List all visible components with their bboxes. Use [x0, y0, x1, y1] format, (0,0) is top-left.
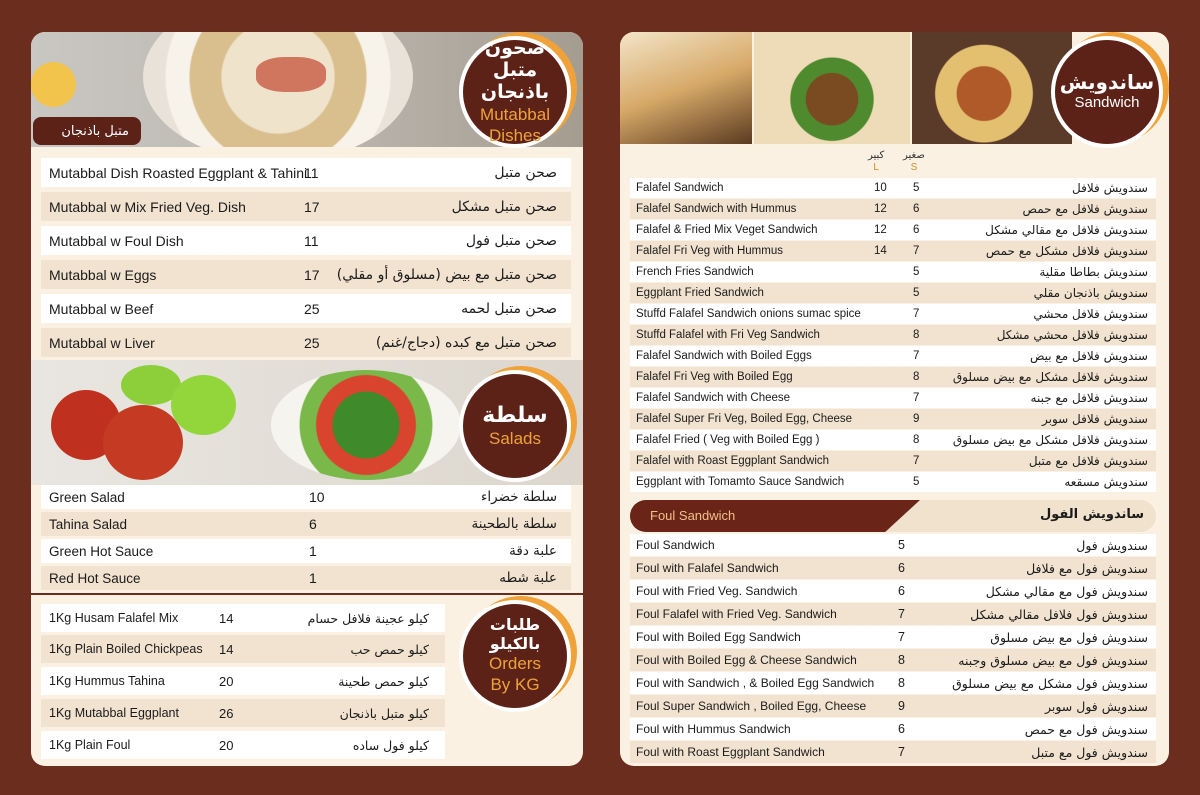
item-name-ar: علبة دقة [509, 543, 557, 559]
item-name-en: Stuffd Falafel Sandwich onions sumac spice [636, 308, 861, 320]
item-name-ar: سندويش فول مع بيض مسلوق وجبنه [958, 652, 1148, 668]
item-price: 6 [898, 584, 905, 598]
item-name-en: Falafel & Fried Mix Veget Sandwich [636, 224, 818, 236]
item-price: 1 [309, 543, 317, 559]
list-item [630, 672, 1156, 694]
list-item [630, 199, 1156, 219]
item-name-ar: سندويش فول مع فلافل [1026, 560, 1148, 576]
item-name-en: 1Kg Husam Falafel Mix [49, 611, 179, 625]
item-price-small: 8 [913, 329, 920, 341]
mutabbal-tag [33, 117, 141, 145]
item-price-small: 6 [913, 203, 920, 215]
list-item [630, 388, 1156, 408]
list-item [41, 539, 571, 563]
item-name-ar: سندويش فلافل [1072, 181, 1148, 195]
item-price-small: 7 [913, 392, 920, 404]
item-name-en: Foul with Hummus Sandwich [636, 722, 791, 736]
list-item [41, 328, 571, 357]
item-name-ar: صحن متبل مع كبده (دجاج/غنم) [375, 334, 557, 351]
item-name-en: Green Salad [49, 489, 125, 505]
item-name-en: Falafel Super Fri Veg, Boiled Egg, Cheese [636, 413, 853, 425]
list-item [630, 367, 1156, 387]
item-price-small: 6 [913, 224, 920, 236]
list-item [630, 430, 1156, 450]
item-price: 14 [219, 610, 234, 626]
item-price-small: 7 [913, 350, 920, 362]
item-price: 5 [898, 538, 905, 552]
item-name-en: Foul with Falafel Sandwich [636, 561, 779, 575]
item-price: 25 [304, 334, 320, 351]
item-name-ar: سندويش فلافل مشكل مع حمص [985, 244, 1148, 258]
list-item [41, 731, 445, 759]
item-name-en: Foul Sandwich [636, 538, 715, 552]
item-name-ar: سندويش فول مشكل مع بيض مسلوق [952, 675, 1148, 691]
list-item [41, 226, 571, 255]
item-price-small: 7 [913, 308, 920, 320]
item-name-ar: سندويش فلافل مع متبل [1028, 454, 1148, 468]
divider [31, 593, 583, 595]
item-name-en: 1Kg Hummus Tahina [49, 674, 165, 688]
item-name-ar: سلطة بالطحينة [471, 516, 557, 532]
item-price-small: 5 [913, 266, 920, 278]
list-item [630, 626, 1156, 648]
item-price-large: 10 [874, 182, 887, 194]
right-menu-page [620, 32, 1169, 766]
item-name-en: Falafel with Roast Eggplant Sandwich [636, 455, 830, 467]
item-name-en: Falafel Fried ( Veg with Boiled Egg ) [636, 434, 820, 446]
item-name-ar: سندويش فلافل مع جبنه [1030, 391, 1148, 405]
item-name-ar: كيلو حمص حب [350, 641, 429, 657]
item-name-en: Falafel Sandwich [636, 182, 724, 194]
kg-badge-ar: طلبات بالكيلو [489, 615, 541, 653]
list-item [630, 718, 1156, 740]
item-name-en: French Fries Sandwich [636, 266, 754, 278]
list-item [630, 451, 1156, 471]
foul-banner-en: Foul Sandwich [650, 508, 736, 523]
item-price: 11 [304, 232, 319, 249]
item-name-en: Foul with Boiled Egg Sandwich [636, 630, 801, 644]
item-name-ar: سندويش مسقعه [1064, 475, 1148, 489]
item-price: 1 [309, 570, 317, 586]
list-item [630, 325, 1156, 345]
item-price-small: 5 [913, 476, 920, 488]
list-item [630, 580, 1156, 602]
size-small-header [903, 150, 925, 174]
item-price: 25 [304, 300, 320, 317]
foul-sandwich-banner [630, 500, 1156, 532]
item-price: 7 [898, 630, 905, 644]
item-name-en: Green Hot Sauce [49, 543, 154, 559]
size-large-en: L [873, 162, 879, 173]
item-name-ar: صحن متبل لحمه [461, 300, 557, 317]
list-item [630, 241, 1156, 261]
item-price-large: 14 [874, 245, 887, 257]
item-name-en: Mutabbal w Foul Dish [49, 232, 184, 249]
item-name-en: Foul Falafel with Fried Veg. Sandwich [636, 607, 837, 621]
item-price: 6 [898, 561, 905, 575]
item-price: 6 [309, 516, 317, 532]
item-name-ar: سندويش بطاطا مقلية [1039, 265, 1148, 279]
item-price-small: 7 [913, 455, 920, 467]
item-name-en: 1Kg Plain Boiled Chickpeas [49, 642, 203, 656]
list-item [630, 741, 1156, 763]
list-item [41, 192, 571, 221]
list-item [41, 604, 445, 632]
item-price: 11 [304, 164, 319, 181]
item-price: 26 [219, 705, 234, 721]
item-name-ar: كيلو متبل باذنجان [339, 705, 429, 721]
item-name-en: Foul with Sandwich , & Boiled Egg Sandwich [636, 676, 875, 690]
item-name-ar: سندويش باذنجان مقلي [1033, 286, 1148, 300]
item-name-ar: سندويش فلافل مع بيض [1029, 349, 1148, 363]
salads-badge-ar: سلطة [482, 402, 548, 428]
item-name-en: Mutabbal Dish Roasted Eggplant & Tahini [49, 164, 308, 181]
kg-badge-en-1: Orders [489, 654, 541, 674]
item-name-ar: كيلو حمص طحينة [338, 673, 429, 689]
item-price: 17 [304, 266, 320, 283]
item-name-en: 1Kg Mutabbal Eggplant [49, 706, 179, 720]
item-name-ar: صحن متبل مشكل [451, 198, 557, 215]
mutabbal-badge-en-2: Dishes [489, 125, 541, 145]
item-price: 20 [219, 737, 234, 753]
size-large-ar: كبير [868, 150, 885, 161]
item-price-small: 5 [913, 182, 920, 194]
mutabbal-badge-ar-2: متبل باذنجان [480, 58, 550, 103]
item-name-en: Mutabbal w Beef [49, 300, 154, 317]
list-item [41, 635, 445, 663]
sandwich-badge-en: Sandwich [1074, 94, 1140, 112]
item-name-en: Foul with Fried Veg. Sandwich [636, 584, 798, 598]
list-item [41, 667, 445, 695]
item-name-ar: سندويش فول مع بيض مسلوق [990, 629, 1148, 645]
list-item [630, 557, 1156, 579]
item-name-ar: صحن متبل مع بيض (مسلوق أو مقلي) [336, 266, 557, 283]
sandwich-photo-1 [620, 32, 752, 144]
item-name-en: Foul Super Sandwich , Boiled Egg, Cheese [636, 699, 867, 713]
sandwich-badge [1051, 36, 1163, 148]
item-name-ar: سندويش فول مع متبل [1031, 744, 1148, 760]
list-item [630, 283, 1156, 303]
size-small-ar: صغير [903, 150, 925, 161]
item-name-en: Mutabbal w Liver [49, 334, 155, 351]
list-item [630, 346, 1156, 366]
list-item [41, 566, 571, 590]
item-price-small: 7 [913, 245, 920, 257]
item-price: 10 [309, 489, 325, 505]
item-price-small: 9 [913, 413, 920, 425]
sandwich-photo-2 [754, 32, 910, 144]
item-name-en: Falafel Fri Veg with Boiled Egg [636, 371, 793, 383]
item-name-ar: كيلو عجينة فلافل حسام [307, 610, 429, 626]
item-name-en: Red Hot Sauce [49, 570, 141, 586]
item-price-large: 12 [874, 203, 887, 215]
list-item [41, 260, 571, 289]
item-price-small: 5 [913, 287, 920, 299]
list-item [41, 699, 445, 727]
item-name-ar: سلطة خضراء [481, 489, 557, 505]
item-price: 8 [898, 653, 905, 667]
item-name-en: 1Kg Plain Foul [49, 738, 131, 752]
list-item [630, 220, 1156, 240]
item-name-ar: علبة شطه [499, 570, 557, 586]
item-name-ar: سندويش فول [1076, 537, 1148, 553]
list-item [41, 294, 571, 323]
list-item [41, 158, 571, 187]
item-name-ar: صحن متبل فول [465, 232, 557, 249]
item-price: 20 [219, 673, 234, 689]
salads-badge [459, 370, 571, 482]
item-name-ar: سندويش فول مع حمص [1024, 721, 1148, 737]
item-name-ar: سندويش فلافل مشكل مع بيض مسلوق [952, 433, 1148, 447]
list-item [630, 178, 1156, 198]
list-item [630, 534, 1156, 556]
list-item [630, 409, 1156, 429]
item-name-en: Stuffd Falafel with Fri Veg Sandwich [636, 329, 820, 341]
kg-badge-en-2: By KG [490, 675, 540, 695]
item-name-en: Mutabbal w Eggs [49, 266, 157, 283]
list-item [630, 472, 1156, 492]
item-name-en: Foul with Boiled Egg & Cheese Sandwich [636, 653, 857, 667]
item-name-en: Falafel Sandwich with Cheese [636, 392, 791, 404]
item-name-en: Eggplant Fried Sandwich [636, 287, 764, 299]
item-price: 7 [898, 745, 905, 759]
item-name-en: Tahina Salad [49, 516, 128, 532]
item-name-en: Falafel Fri Veg with Hummus [636, 245, 783, 257]
item-price-small: 8 [913, 371, 920, 383]
list-item [41, 485, 571, 509]
left-menu-page [31, 32, 583, 766]
mutabbal-tag-label: متبل باذنجان [61, 123, 129, 139]
item-name-ar: سندويش فول فلافل مقالي مشكل [970, 606, 1148, 622]
item-name-ar: سندويش فلافل مع حمص [1022, 202, 1148, 216]
item-price: 9 [898, 699, 905, 713]
item-name-ar: سندويش فلافل محشي مشكل [996, 328, 1148, 342]
sandwich-badge-ar: ساندويش [1059, 70, 1155, 95]
sandwich-photo-3 [912, 32, 1072, 144]
list-item [630, 603, 1156, 625]
item-name-ar: سندويش فول مع مقالي مشكل [985, 583, 1148, 599]
item-name-en: Falafel Sandwich with Boiled Eggs [636, 350, 812, 362]
item-name-en: Mutabbal w Mix Fried Veg. Dish [49, 198, 246, 215]
mutabbal-badge-en-1: Mutabbal [480, 104, 550, 124]
list-item [41, 512, 571, 536]
item-name-en: Eggplant with Tomamto Sauce Sandwich [636, 476, 845, 488]
item-price-small: 8 [913, 434, 920, 446]
item-name-ar: سندويش فلافل سوبر [1042, 412, 1148, 426]
item-price: 6 [898, 722, 905, 736]
size-large-header [868, 150, 884, 174]
item-name-ar: سندويش فلافل مع مقالي مشكل [985, 223, 1148, 237]
mutabbal-badge [459, 36, 571, 148]
item-price: 14 [219, 641, 234, 657]
size-small-en: S [910, 162, 918, 173]
item-name-ar: كيلو فول ساده [352, 737, 429, 753]
kg-orders-badge [459, 600, 571, 712]
item-price-large: 12 [874, 224, 887, 236]
item-name-ar: سندويش فول سوبر [1044, 698, 1148, 714]
list-item [630, 304, 1156, 324]
item-price: 7 [898, 607, 905, 621]
item-price: 8 [898, 676, 905, 690]
item-name-en: Foul with Roast Eggplant Sandwich [636, 745, 825, 759]
item-name-ar: صحن متبل [494, 164, 557, 181]
list-item [630, 649, 1156, 671]
item-price: 17 [304, 198, 320, 215]
item-name-ar: سندويش فلافل مشكل مع بيض مسلوق [952, 370, 1148, 384]
salads-badge-en: Salads [489, 429, 541, 449]
mutabbal-badge-ar-1: صحون [484, 36, 546, 59]
list-item [630, 262, 1156, 282]
foul-banner-ar: ساندويش الفول [1039, 507, 1144, 522]
item-name-ar: سندويش فلافل محشي [1033, 307, 1148, 321]
list-item [630, 695, 1156, 717]
item-name-en: Falafel Sandwich with Hummus [636, 203, 797, 215]
